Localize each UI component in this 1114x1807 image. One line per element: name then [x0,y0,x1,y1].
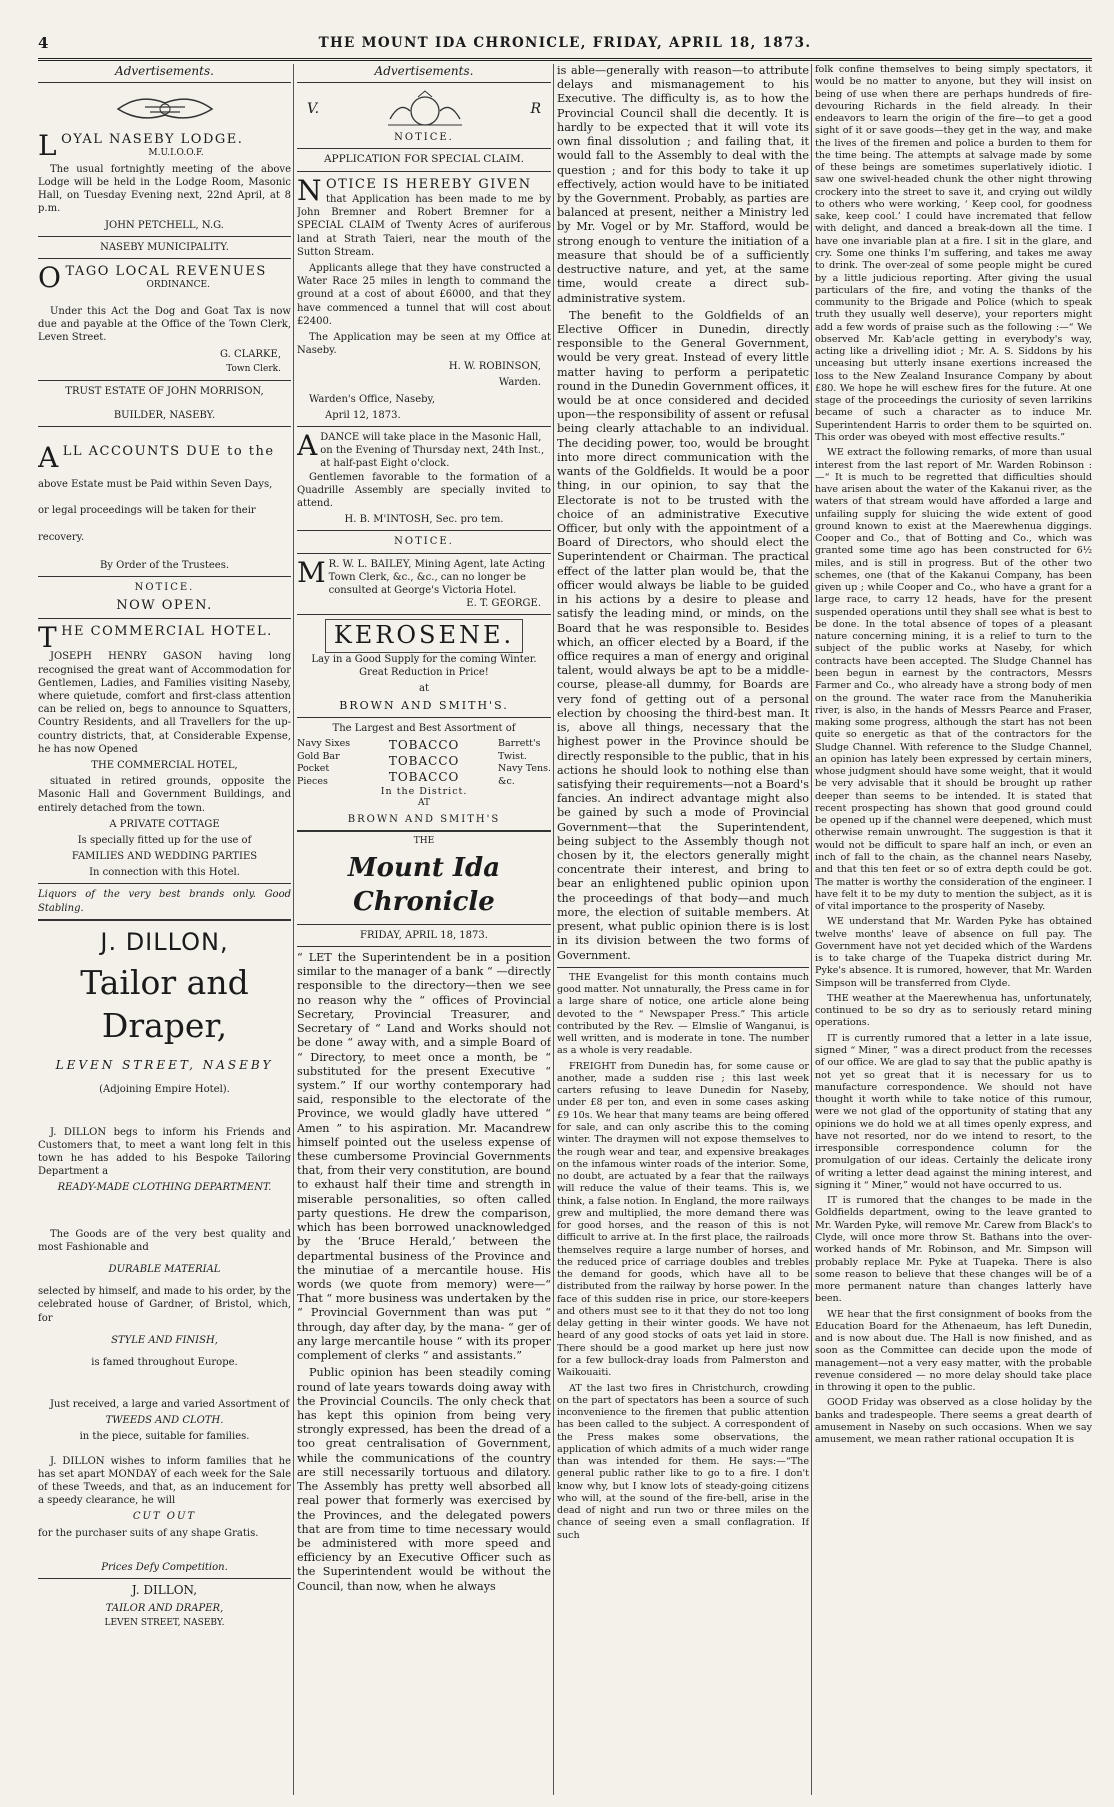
hotel-body-2: situated in retired grounds, opposite the Masonic Hall and Government Buildings, and entirely detached from the town. [38,776,291,814]
tobacco-item: Gold Bar [297,750,340,762]
ready-made-heading: READY-MADE CLOTHING DEPARTMENT. [57,1182,272,1194]
tobacco-item: TOBACCO [388,754,460,769]
brown-smith-2: BROWN AND SMITH'S [347,814,501,826]
accounts-body: recovery. [38,531,85,543]
section-heading: Advertisements. [38,64,291,83]
notice-date: April 12, 1873. [325,409,401,421]
drop-cap: M [297,555,326,589]
news-paragraph: THE weather at the Maerewhenua has, unfortunately, continued to be so dry as to seriously retard mining operations. [815,992,1092,1029]
drop-cap: A [38,441,60,475]
news-paragraph: FREIGHT from Dunedin has, for some cause or another, made a sudden rise ; this last week carters refusing to leave Dunedin for Naseby, under £8 per ton, and even in some cases asking £9 10s. We hear that many teams are being offered for sale, and can only ascribe this to the coming winter. The draymen will not expose themselves to the rough wear and tear, and expensive breakages on the infamous winter roads of the interior. Some, no doubt, are actuated by a fear that the railways will reduce the value of their teams. This is, we think, a false notion. In England, the more railways grew and multiplied, the more demand there was for good horses, and the reason of this is not difficult to arrive at. In the first place, the railroads themselves require a large number of horses, and the reduced price of carriage doubles and trebles the demand for goods, which have all to be distributed from the railway by horse power. In the face of this sudden rise in price, our store-keepers and others must see to it that they do not too long delay getting in their winter goods. We have not heard of any good stocks of oats yet laid in store. There should be a good market up here just now for a few bullock-dray loads from Palmerston and Waikouaiti. [557,1060,809,1379]
trust-title: TRUST ESTATE OF JOHN MORRISON, [65,385,264,397]
dance-body-2: Gentlemen favorable to the formation of a Quadrille Assembly are specially invited to attend. [297,471,551,509]
drop-cap: A [297,429,318,463]
tobacco-table [297,738,551,798]
tobacco-item: Navy Tens. [498,763,551,775]
news-paragraph: IT is rumored that the changes to be made in the Goldfields department, owing to the leave granted to Mr. Warden Pyke, will remove Mr. Carew from Black's to Clyde, will once more throw St. Bathans into the over-worked hands of Mr. Robinson, and Mr. Simpson will probably replace Mr. Pyke at Tuapeka. There is also some reason to believe that these changes will be of a more permanent nature than changes latterly have been. [815,1195,1092,1305]
otago-subtitle: ORDINANCE. [146,280,210,291]
selected-text: selected by himself, and made to his order, by the celebrated house of Gardner, of Bristol, which, for [38,1286,291,1324]
section-heading: Advertisements. [297,64,551,83]
families-heading: FAMILIES AND WEDDING PARTIES [71,851,258,863]
tobacco-middle [381,738,468,785]
tweeds-heading: TWEEDS AND CLOTH. [105,1415,224,1427]
page-title: THE MOUNT IDA CHRONICLE, FRIDAY, APRIL 18, 1873. [318,35,812,51]
vr-right: R [530,100,541,117]
trust-subtitle: BUILDER, NASEBY. [113,409,216,421]
news-paragraph: IT is currently rumored that a letter in a late issue, signed “ Miner, ” was a direct product from the recesses of our office. We are glad to say that the public apathy is not yet so great that it is necessary for us to manufacture correspondence. We should not have thought it worth while to take notice of this rumour, were we not glad of the opportunity of stating that any opinions we do hold we at all times openly express, and have not resorted, nor do we intend to resort, to the irresponsible correspondence column for the promulgation of our ideas. Certainly the delicate irony of writing a letter dead against the mining interest, and signing it “ Miner,” would not have occurred to us. [815,1032,1092,1191]
tobacco-district: In the District. [380,785,468,797]
tobacco-item: Pocket [297,763,330,775]
column-divider [293,64,294,1795]
otago-signature-title: Town Clerk. [226,363,281,374]
famed-text: is famed throughout Europe. [91,1356,238,1368]
cottage-heading: A PRIVATE COTTAGE [109,818,220,830]
goods-text: The Goods are of the very best quality and most Fashionable and [38,1228,291,1253]
tobacco-item: TOBACCO [388,769,460,784]
column-news [815,64,1092,1795]
leader-paragraph: Public opinion has been steadily coming round of late years towards doing away with the Provincial Councils. The only check that has kept this opinion from being very strongly expressed, has been the dread of a too great centralisation of Government, while the communications of the country are still necessarily tortuous and dilatory. The Assembly has pretty well absorbed all real power that formerly was exercised by the Provinces, and the delegated powers that are from time to time necessary would be administered with more speed and efficiency by an Executive Officer such as the Superintendent would be without the Council, than now, when he always [297,1366,551,1593]
otago-signature: G. CLARKE, [220,348,281,360]
tobacco-item: &c. [498,775,515,787]
notice-body: that Application has been made to me by John Bremner and Robert Bremner for a SPECIAL CLAIM of Twenty Acres of auriferous land at Strath Taieri, near the mouth of the Sutton Stream. [297,194,551,258]
accounts-title: LL ACCOUNTS DUE to the [62,444,275,460]
at-text-2: AT [417,798,430,809]
page-header [38,28,1092,61]
tobacco-item: Navy Sixes [297,738,351,750]
lodge-body: The usual fortnightly meeting of the above Lodge will be held in the Lodge Room, Masonic Hall, on Tuesday Evening next, 22nd April, at 8 p.m. [38,163,291,215]
news-paragraph: WE extract the following remarks, of more than usual interest from the last report of Mr. Warden Robinson :—“ It is much to be regretted that difficulties should have arisen about the water of the Kakanui river, as the waters of that stream would have afforded a large and unfailing supply for sluicing the wide extent of good ground known to exist at the Maerewhenua diggings. Cooper and Co., that of Botting and Co., which was granted some time ago has been constructed for 6½ miles, and is still in progress. But of the other two schemes, one (that of the Kakanui Company, has been given up ; while Cooper and Co., who have a grant for a large race, to carry 12 heads, have for the present suspended operations until they shall see what is best to be done. In the total absence of topes of a pleasant nature concerning mining, it is a relief to turn to the subject of the public works at Naseby, for which contracts have been accepted. The Sludge Channel has been begun in earnest by the contractors, Messrs Farmer and Co., who already have a strong body of men on the ground. The water race from the Manuherikia river, is also, in the hands of Messrs Pearce and Fraser, making some progress, although the start has not been quite so energetic as that of the contractors for the Sludge Channel. With reference to the Sludge Channel, an opinion has lately been expressed by certain miners, whose judgment should have some weight, that it would be very advisable that it should be brought up rather deeper than seems to be intended. It is stated that recent prospecting has shown that good ground could be opened up if the channel were deepened, which must otherwise remain unwrought. The suggestion is that it would not be difficult to spare half an inch, or even an inch of fall to the chain, as the channel nears Naseby, and that this ten feet or so of extra depth could be got. The matter is worthy the consideration of the engineer. I have felt it to be my duty to mention the subject, as it is of vital importance to the prosperity of Naseby. [815,447,1092,913]
accounts-body: above Estate must be Paid within Seven Days, [38,479,273,491]
news-paragraph: GOOD Friday was observed as a close holiday by the banks and tradespeople. There seems a great dearth of amusement in Naseby on such occasions. When we say amusement, we mean rather rational occupation It is [815,1397,1092,1446]
piece-text: in the piece, suitable for families. [79,1431,250,1443]
dillon-name: J. DILLON, [100,927,229,956]
hotel-name: THE COMMERCIAL HOTEL, [91,759,238,771]
news-paragraph: AT the last two fires in Christchurch, crowding on the part of spectators has been a source of such inconvenience to the firemen that public attention has been called to the subject. A correspondent of the Press makes some observations, the application of which admits of a much wider range than was intended for them. He says:—“The general public rather like to go to a fire. I don't know why, but I know lots of steady-going citizens who will, at the sound of the fire-bell, arise in the dead of night and run two or three miles on the chance of seeing even a small conflagration. If such [557,1382,809,1541]
connection-text: In connection with this Hotel. [89,867,240,879]
hotel-body: JOSEPH HENRY GASON having long recognised the great want of Accommodation for Gentlemen, Ladies, and Families visiting Naseby, where quietude, comfort and first-class attention can be relied on, begs to announce to Squatters, Country Residents, and all Travellers for the up-country districts, that, at Considerable Expense, he has now Opened [38,651,291,755]
otago-body: Under this Act the Dog and Goat Tax is now due and payable at the Office of the Town Clerk, Leven Street. [38,306,291,344]
cut-out-heading: CUT OUT [132,1511,197,1523]
notice-signature-title: Warden. [498,377,541,389]
otago-title: TAGO LOCAL REVENUES [65,263,267,279]
column-divider [811,64,812,1795]
notice-heading: NOTICE. [134,581,195,593]
accounts-body: or legal proceedings will be taken for their [38,505,256,517]
adjoining-text: (Adjoining Empire Hotel). [99,1084,230,1096]
drop-cap: T [38,621,59,655]
notice-body-3: The Application may be seen at my Office at Naseby. [297,331,551,357]
tobacco-item: TOBACCO [388,738,460,753]
drop-cap: O [38,260,63,294]
vr-left: V. [307,100,320,117]
news-paragraph: THE Evangelist for this month contains much good matter. Not unnaturally, the Press came in for a large share of notice, one article alone being devoted to the “ Newspaper Press.” This article contributed by the Rev. — Elmslie of Wanganui, is well written, and is moderate in tone. The number as a whole is very readable. [557,971,809,1057]
handshake-emblem-icon [38,89,291,127]
tobacco-left [297,738,350,798]
royal-arms-icon [380,89,470,129]
news-paragraph: folk confine themselves to being simply spectators, it would be no matter to anyone, but they will insist on being of use when there are perhaps hundreds of fire-devouring Richards in the field already. In their endeavors to learn the origin of the fire—to get a good sight of it or save goods—they get in the way, and make the lives of the firemen and police a burden to them for the time being. The attempts at salvage made by some of these beings are sometimes superlatively idiotic. I saw one swivel-headed chunk the other night throwing crockery into the street to save it, and crying out wildly to others who were working, ‘ Keep cool, for goodness sake, keep cool.’ I could have incremated that fellow with delight, and danced a break-down all the time. I have one invariable plan at a fire. I sit in the glare, and cry. Some one thinks I'm suffering, and takes me away to drink. The over-zeal of some people might be cured by a little judicious reporting. After giving the usual particulars of the fire, and voting the thanks of the community to the Brigade and Police (which to speak truth they usually well deserve), your reporters might add a few words of praise such as the following :—“ We observed Mr. Kab'acle getting in everybody's way, acting like a drivelling idiot ; Mr. A. S. Siddons by his unceasing but utterly insane exertions increased the loss to the New Zealand Insurance Company by about £80. We hope he will eschew fires for the future. At one stage of the proceedings the curiosity of seven larrikins became of such a character as to induce Mr. Superintendent Harris to order them to be squirted on. This order was obeyed with most effective results.” [815,64,1092,443]
editorial-paragraph: The benefit to the Goldfields of an Elective Officer in Dunedin, directly responsible to the General Government, would be very great. Instead of every little matter having to perform a peripatetic round in the Dunedin Government offices, it would be at once considered and decided upon—the responsibility of assent or refusal being clearly attachable to an individual. The deciding power, too, would be brought into more direct communication with the wants of the Goldfields. It would be a poor thing, in our opinion, to say that the Electorate is not to be trusted with the choice of an administrative Executive Officer, but only with the appointment of a Board of Directors, who should elect the Superintendent or Chairman. The practical effect of the latter plan would be, that the officer would always be liable to be guided in his actions by a desire to please and satisfy the leading mind, or minds, on the Board that he was responsible to. Besides which, an officer elected by a Board, if the office requires a man of energy and original talent, would always be apt to be a middle-course, please-all dummy, for Boards are very fond of getting out of a personal election by choosing the third-best man. It is, above all things, necessary that the highest power in the Province should be directly responsible to the public, that in his actions he should look to nothing else than satisfying their requirements—not a Board's fancies. An indirect advantage might also be gained by such a mode of Provincial Government—that the Superintendent, being subject to the Assembly though not chosen by it, the electors generally might concentrate their interest, and bring to bear an enlightened public opinion upon the proceedings of that body—and much more, the election of suitable members. At present, what public opinion there is is lost in its division between the two forms of Government. [557,308,809,962]
notice-title: OTICE IS HEREBY GIVEN [326,176,532,192]
notice-body-2: Applicants allege that they have constructed a Water Race 25 miles in length to command the ground at a cost of about £6000, and that they have commenced a tunnel that will cost about £2400. [297,262,551,327]
dillon-signature-title: TAILOR AND DRAPER, [105,1602,224,1614]
bailey-body: R. W. L. BAILEY, Mining Agent, late Acting Town Clerk, &c., &c., can no longer be consulted at George's Victoria Hotel. [328,558,546,596]
hotel-title: HE COMMERCIAL HOTEL. [61,624,273,640]
masthead-the: THE [413,836,435,847]
accounts-signature: By Order of the Trustees. [99,559,230,571]
purchaser-text: for the purchaser suits of any shape Gratis. [38,1527,259,1539]
prices-text: Prices Defy Competition. [101,1561,228,1573]
application-heading: APPLICATION FOR SPECIAL CLAIM. [323,153,525,166]
tailor-heading: Tailor and Draper, [80,962,249,1046]
dance-body: DANCE will take place in the Masonic Hall, on the Evening of Thursday next, 24th Inst., at half-past Eight o'clock. [320,432,545,470]
tobacco-item: Barrett's [498,738,541,750]
at-text: at [419,683,429,695]
largest-text: The Largest and Best Assortment of [332,723,516,735]
column-divider [553,64,554,1795]
durable-heading: DURABLE MATERIAL [108,1263,221,1275]
tobacco-right [498,738,551,798]
page-number: 4 [38,34,49,52]
brown-smith: BROWN AND SMITH'S. [339,698,509,712]
notice-heading-2: NOTICE. [394,536,454,548]
leader-paragraph: “ LET the Superintendent be in a position similar to the manager of a bank “ —directly responsible to the directory—then we see no reason why the “ offices of Provincial Secretary, Provincial Treasurer, and Secretary of “ Land and Works should not be done “ away with, and a simple Board of “ Directory, to meet once a month, be “ substituted for the present Executive “ system.” If our worthy contemporary had said, responsible to the electorate of the Province, we would gladly have uttered “ Amen ” to his aspiration. Mr. Macandrew himself pointed out the useless expense of these cumbersome Provincial Governments that, from their very constitution, are bound to exhaust half their time and strength in miserable personalities, so often called party questions. He drew the comparison, which has been borrowed unacknowledged by the ‘Bruce Herald,’ between the departmental business of the Province and the minutiae of a mercantile house. His words (we quote from memory) were—“ That “ more business was undertaken by the “ Provincial Government than was put “ through, day after day, by the mana- “ ger of any large mercantile house “ with its proper complement of clerks “ and assistants.” [297,950,551,1363]
municipality-heading: NASEBY MUNICIPALITY. [100,241,229,253]
lodge-signature: JOHN PETCHELL, N.G. [105,219,224,231]
received-text: Just received, a large and varied Assortment of [50,1399,290,1411]
editorial-paragraph: is able—generally with reason—to attribute delays and mismanagement to his Executive. The difficulty is, as to how the Provincial Council shall die decently. It is hardly to be expected that it will vote its own final dissolution ; and failing that, it would fall to the Assembly to deal with the question ; and for this body to take it up effectively, action would have to be initiated by the Government. Probably, as parties are balanced at present, neither a Ministry led by Mr. Vogel or by Mr. Stafford, would be strong enough to venture the initiation of a measure that should be of a sufficiently destructive nature, and yet, at the same time, would create a direct sub-administrative system. [557,64,809,305]
bailey-signature: E. T. GEORGE. [466,598,541,610]
edition-date: FRIDAY, APRIL 18, 1873. [360,929,488,941]
news-paragraph: WE hear that the first consignment of books from the Education Board for the Athenaeum, has left Dunedin, and is now about due. The Hall is now finished, and as soon as the Committee can decide upon the mode of management—not a very easy matter, with the probable revenue considered — no more delay should take place in throwing it open to the public. [815,1308,1092,1394]
now-open-heading: NOW OPEN. [116,598,213,614]
liquors-text: Liquors of the very best brands only. Good Stabling. [38,889,291,914]
notice-heading: NOTICE. [394,131,454,143]
style-heading: STYLE AND FINISH, [111,1334,218,1346]
news-paragraph: WE understand that Mr. Warden Pyke has obtained twelve months' leave of absence on full pay. The Government have not yet decided which of the Wardens is to take charge of the Tuapeka district during Mr. Pyke's absence. It is rumored, however, that Mr. Warden Simpson will be transferred from Clyde. [815,916,1092,989]
column-editorial [557,64,809,1795]
drop-cap: N [297,173,323,207]
dillon-signature: J. DILLON, [131,1582,198,1597]
dance-signature: H. B. M'INTOSH, Sec. pro tem. [344,514,504,526]
cottage-body: Is specially fitted up for the use of [77,834,252,846]
column-advertisements-2 [297,64,551,1795]
dillon-signature-address: LEVEN STREET, NASEBY. [104,1617,225,1628]
kerosene-heading: KEROSENE. [325,619,523,653]
notice-signature: H. W. ROBINSON, [448,361,541,373]
leven-street: LEVEN STREET, NASEBY [55,1057,274,1072]
tobacco-item: Twist. [498,750,527,762]
tobacco-item: Pieces [297,775,328,787]
masthead: Mount Ida Chronicle [347,853,501,918]
dillon-body: J. DILLON begs to inform his Friends and Customers that, to meet a want long felt in this town he has added to his Bespoke Tailoring Department a [38,1126,291,1178]
dillon-body-2: J. DILLON wishes to inform families that he has set apart MONDAY of each week for the Sale of these Tweeds, and that, as an inducement for a speedy clearance, he will [38,1455,291,1507]
notice-office: Warden's Office, Naseby, [309,393,436,405]
kerosene-body: Lay in a Good Supply for the coming Winter. Great Reduction in Price! [311,653,537,679]
lodge-subtitle: M.U.I.O.O.F. [148,147,204,158]
column-advertisements-1 [38,64,291,1795]
drop-cap: L [38,128,59,162]
lodge-title: OYAL NASEBY LODGE. [61,131,244,147]
